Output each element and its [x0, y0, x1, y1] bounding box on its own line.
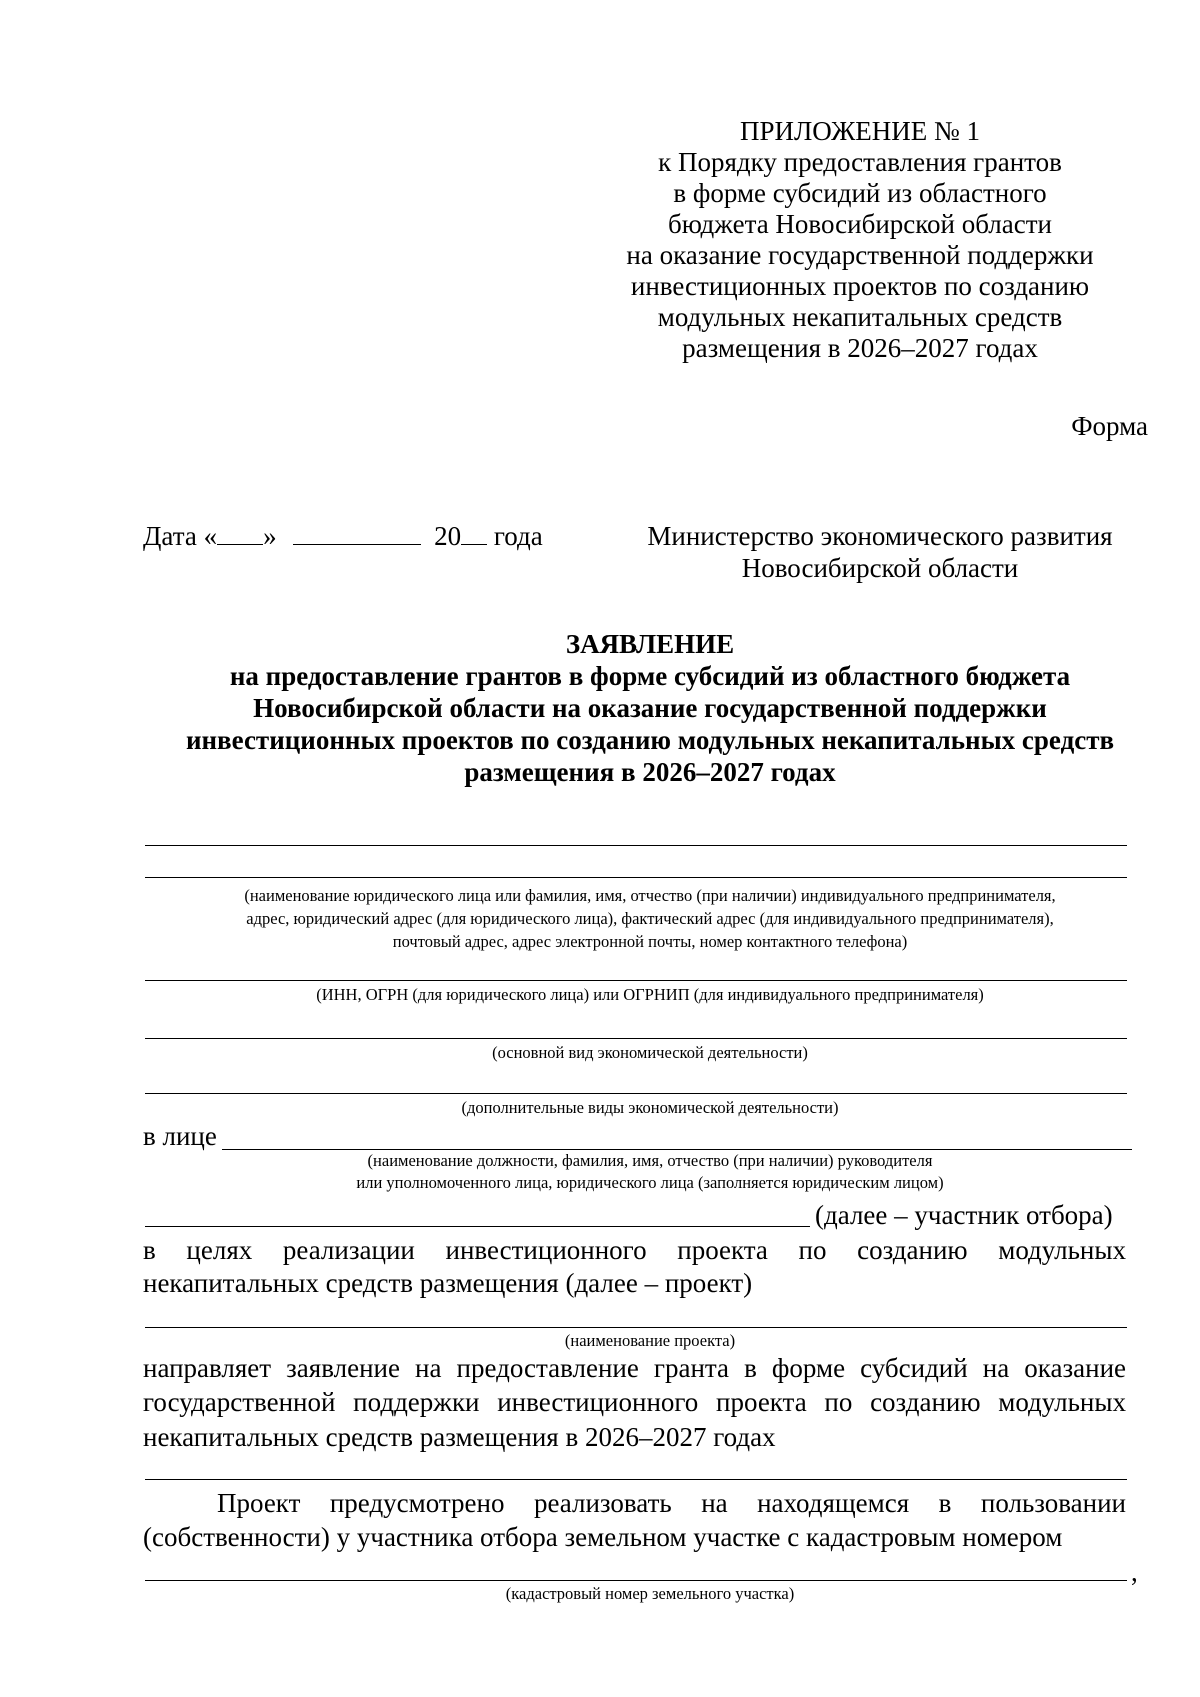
- appendix-block: [600, 115, 1120, 363]
- land-line-2: (собственности) у участника отбора земельном участке с кадастровым номером: [143, 1522, 1063, 1552]
- project-name-caption: (наименование проекта): [564, 1331, 736, 1350]
- representative-field[interactable]: [222, 1149, 1132, 1150]
- date-day-blank[interactable]: [217, 522, 263, 545]
- caption-line: (наименование должности, фамилия, имя, отчество (при наличии) руководителя: [367, 1151, 933, 1170]
- appendix-title: ПРИЛОЖЕНИЕ № 1: [739, 116, 981, 146]
- representative-caption: [100, 1151, 1200, 1195]
- date-close-quote: »: [263, 521, 277, 551]
- applicant-address-field[interactable]: [145, 877, 1127, 878]
- separator-field[interactable]: [145, 1479, 1127, 1480]
- sends-line-3: некапитальных средств размещения в 2026–2027 годах: [143, 1422, 776, 1452]
- title-line: инвестиционных проектов по созданию модульных некапитальных средств: [185, 725, 1115, 755]
- applicant-caption: [100, 886, 1200, 955]
- document-title: [100, 628, 1200, 788]
- caption-line: почтовый адрес, адрес электронной почты, номер контактного телефона): [392, 932, 908, 951]
- recipient-block: [620, 520, 1140, 584]
- date-prefix: Дата «: [143, 521, 218, 551]
- inn-caption: (ИНН, ОГРН (для юридического лица) или ОГРНИП (для индивидуального предпринимателя): [316, 985, 984, 1004]
- title-heading: ЗАЯВЛЕНИЕ: [565, 629, 735, 659]
- cadastral-comma: ,: [1131, 1557, 1138, 1587]
- caption-line: или уполномоченного лица, юридического лица (заполняется юридическим лицом): [356, 1173, 944, 1192]
- title-line: Новосибирской области на оказание государственной поддержки: [253, 693, 1047, 723]
- applicant-name-field[interactable]: [145, 845, 1127, 846]
- participant-suffix: (далее – участник отбора): [815, 1200, 1113, 1230]
- title-line: размещения в 2026–2027 годах: [464, 757, 836, 787]
- appendix-line: в форме субсидий из областного: [673, 178, 1047, 208]
- project-name-field[interactable]: [145, 1327, 1127, 1328]
- appendix-line: бюджета Новосибирской области: [668, 209, 1052, 239]
- extra-activity-caption: (дополнительные виды экономической деятельности): [461, 1098, 839, 1117]
- purpose-line-1: в целях реализации инвестиционного проекта по созданию модульных: [143, 1235, 1126, 1265]
- purpose-line-2: некапитальных средств размещения (далее – проект): [143, 1268, 753, 1298]
- recipient-line: Новосибирской области: [741, 553, 1019, 583]
- sends-line-1: направляет заявление на предоставление гранта в форме субсидий на оказание: [143, 1353, 1126, 1383]
- recipient-line: Министерство экономического развития: [647, 521, 1113, 551]
- representative-field-continued[interactable]: [145, 1226, 810, 1227]
- main-activity-caption: (основной вид экономической деятельности): [492, 1043, 808, 1062]
- appendix-line: к Порядку предоставления грантов: [658, 147, 1062, 177]
- in-person-label: в лице: [143, 1121, 217, 1151]
- cadastral-number-field[interactable]: [145, 1580, 1127, 1581]
- date-year-blank[interactable]: [461, 522, 487, 545]
- caption-line: адрес, юридический адрес (для юридического лица), фактический адрес (для индивидуального предпринимателя),: [246, 909, 1054, 928]
- form-label: Форма: [1071, 411, 1148, 441]
- appendix-line: модульных некапитальных средств: [657, 302, 1063, 332]
- caption-line: (наименование юридического лица или фамилия, имя, отчество (при наличии) индивидуального предпринимателя,: [244, 886, 1056, 905]
- sends-line-2: государственной поддержки инвестиционного проекта по созданию модульных: [143, 1387, 1126, 1417]
- appendix-line: инвестиционных проектов по созданию: [630, 271, 1090, 301]
- title-line: на предоставление грантов в форме субсидий из областного бюджета: [229, 661, 1071, 691]
- land-line-1: Проект предусмотрено реализовать на находящемся в пользовании: [217, 1488, 1126, 1518]
- appendix-line: размещения в 2026–2027 годах: [682, 333, 1038, 363]
- cadastral-caption: (кадастровый номер земельного участка): [505, 1584, 795, 1603]
- date-year-prefix: 20: [434, 521, 462, 551]
- main-activity-field[interactable]: [145, 1038, 1127, 1039]
- appendix-line: на оказание государственной поддержки: [626, 240, 1094, 270]
- date-line: [143, 520, 543, 552]
- date-month-blank[interactable]: [293, 522, 421, 545]
- date-year-suffix: года: [493, 521, 543, 551]
- extra-activity-field[interactable]: [145, 1093, 1127, 1094]
- inn-field[interactable]: [145, 980, 1127, 981]
